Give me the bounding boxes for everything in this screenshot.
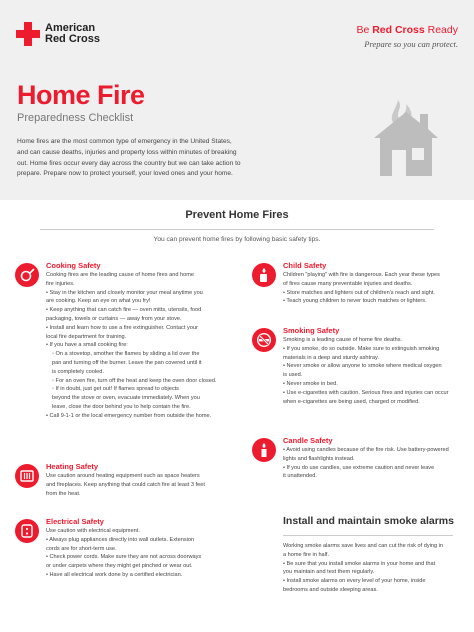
electrical-safety-title: Electrical Safety — [46, 517, 104, 526]
tagline — [356, 24, 458, 49]
logo-line-1: American — [45, 22, 96, 34]
page-subtitle: Preparedness Checklist — [17, 112, 134, 124]
tagline-be-ready: Be Red Cross Ready — [356, 24, 458, 36]
tagline-slogan: Prepare so you can protect. — [364, 39, 458, 49]
electrical-outlet-icon — [15, 519, 39, 543]
header-band — [0, 0, 474, 200]
candle-safety-body: • Avoid using candles because of the fire risk. Use battery-powered lights and flashlights instead. • If you do use candles, use extreme caution and never leave it unattended. — [283, 447, 449, 480]
page-title: Home Fire — [17, 80, 145, 110]
candle-safety-title: Candle Safety — [283, 436, 333, 445]
divider — [40, 229, 434, 230]
prevent-title: Prevent Home Fires — [185, 209, 289, 221]
smoking-safety-body: Smoking is a leading cause of home fire deaths. • If you smoke, do so outside. Make sure to extinguish smoking materials in a deep and sturdy ashtray. • Never smoke or allow anyone to smoke where medical oxygen is used. • Never smoke in bed. • Use e-cigarettes with caution. Serious fires and injuries can occur when e-cigarettes are being used, charged or modified. — [283, 337, 449, 405]
red-cross-logo — [16, 22, 100, 46]
prevent-subtitle: You can prevent home fires by following basic safety tips. — [153, 236, 321, 243]
cooking-safety-title: Cooking Safety — [46, 261, 101, 270]
smoking-safety-title: Smoking Safety — [283, 326, 340, 335]
child-safety-body: Children "playing" with fire is dangerous. Each year these types of fires cause many preventable injuries and deaths. • Store matches and lighters out of children's reach and sight. • Teach young children to never touch matches or lighters. — [283, 272, 440, 305]
smoke-alarms-divider — [283, 535, 453, 536]
heating-safety-title: Heating Safety — [46, 462, 99, 471]
frying-pan-icon — [15, 263, 39, 287]
child-safety-title: Child Safety — [283, 261, 327, 270]
lighter-icon — [252, 263, 276, 287]
no-smoking-icon — [252, 328, 276, 352]
space-heater-icon — [15, 464, 39, 488]
electrical-safety-body: Use caution with electrical equipment. • Always plug appliances directly into wall outlets. Extension cords are for short-term use. • Check power cords. Make sure they are not across doorways or under carpets where they might get pinched or wear out. • Have all electrical work done by a certified electrician. — [46, 528, 202, 578]
logo-line-2: Red Cross — [45, 33, 101, 45]
smoke-alarms-body: Working smoke alarms save lives and can cut the risk of dying in a home fire in half. • Be sure that you install smoke alarms in your home and that you maintain and test them regularly. • Install smoke alarms on every level of your home, inside bedrooms and outside sleeping areas. — [283, 543, 444, 593]
cooking-safety-body: Cooking fires are the leading cause of home fires and home fire injuries. • Stay in the kitchen and closely monitor your meal anytime you are cooking. Keep an eye on what you fry! • Keep anything that can catch fire — oven mitts, utensils, food packaging, towels or curtains — away from your stove. • Install and learn how to use a fire extinguisher. Contact your local fire department for training. • If you have a small cooking fire: ◦ On a stovetop, smother the flames by sliding a lid over the pan and turning off the burner. Leave the pan covered until it is completely cooled. ◦ For an oven fire, turn off the heat and keep the oven door closed. ◦ If in doubt, just get out! If flames spread to objects beyond the stove or oven, evacuate immediately. When you leave, close the door behind you to help contain the fire. • Call 9-1-1 or the local emergency number from outside the home. — [46, 272, 217, 419]
heating-safety-body: Use caution around heating equipment such as space heaters and fireplaces. Keep anything that could catch fire at least 3 feet from the heat. — [46, 473, 205, 497]
red-cross-icon — [16, 22, 40, 46]
smoke-alarms-title: Install and maintain smoke alarms — [283, 515, 454, 527]
candle-icon — [252, 438, 276, 462]
burning-house-icon — [370, 98, 442, 180]
intro-paragraph: Home fires are the most common type of emergency in the United States, and can cause deaths, injuries and property loss within minutes of breaking out. Home fires occur every day across the country but we can take action to prepare. Prepare now to protect yourself, your loved ones and your home. — [17, 138, 241, 178]
logo-text — [45, 23, 100, 45]
